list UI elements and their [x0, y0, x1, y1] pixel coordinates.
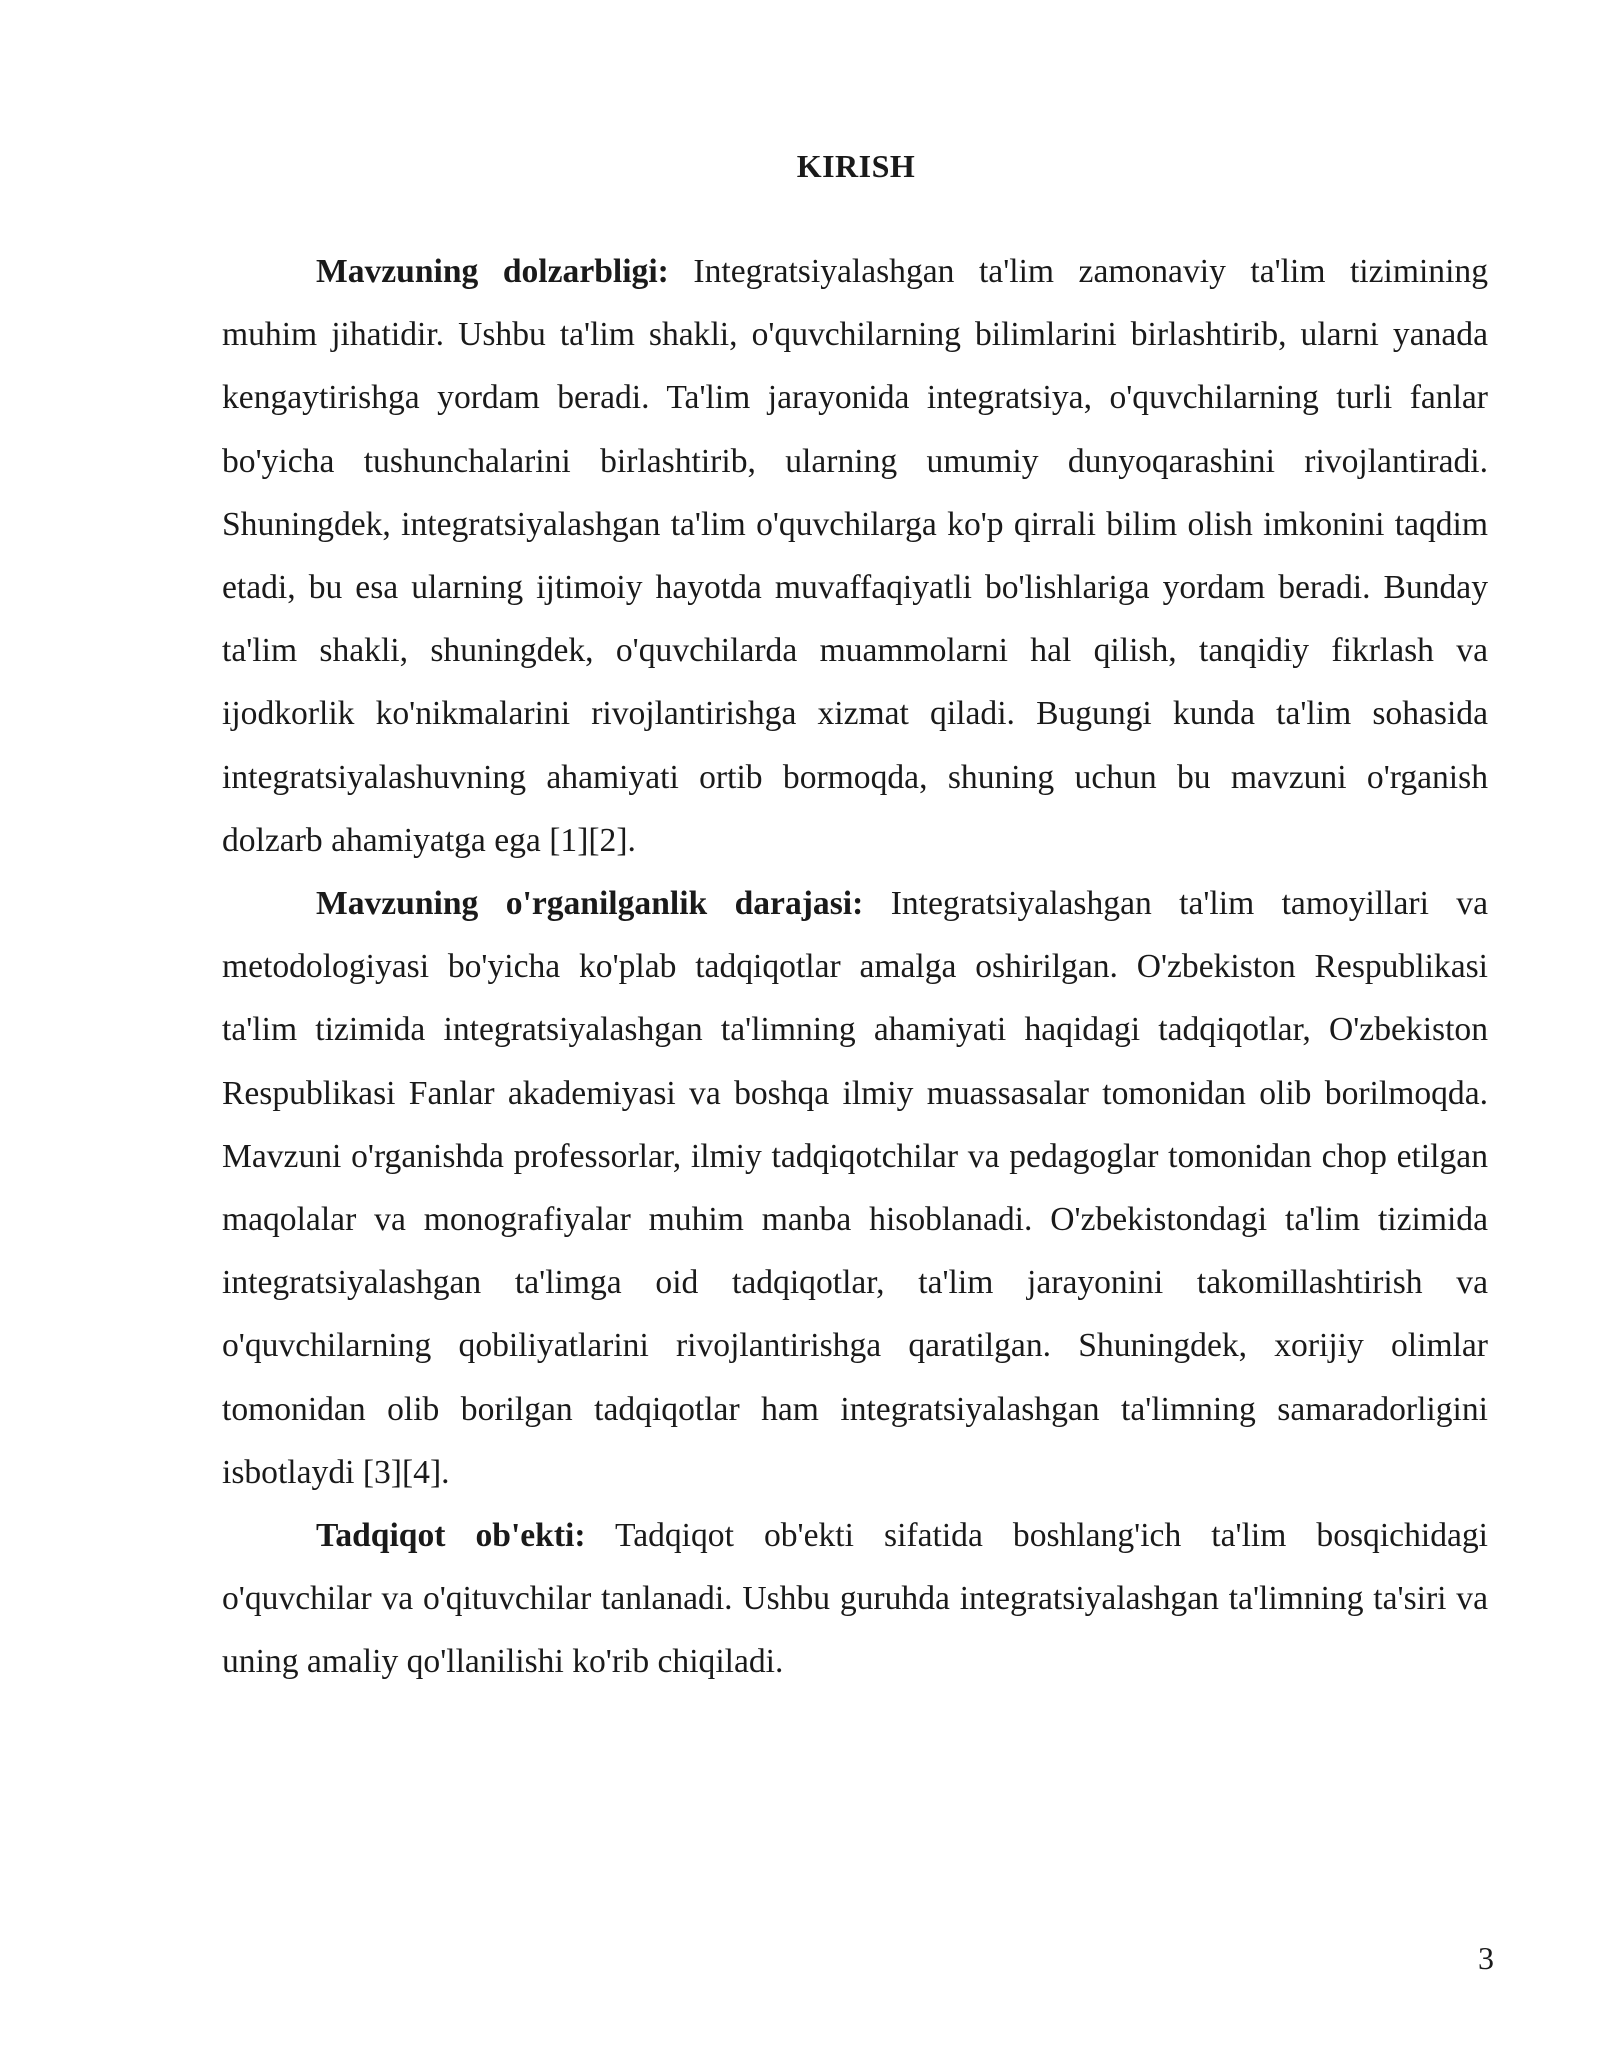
- paragraph-study-level: [222, 872, 1488, 1504]
- paragraph-lead: Tadqiqot ob'ekti:: [316, 1517, 586, 1555]
- paragraph-text: Integratsiyalashgan ta'lim tamoyillari va metodologiyasi bo'yicha ko'plab tadqiqotlar amalga oshirilgan. O'zbekiston Respublikasi ta'lim tizimida integratsiyalashgan ta'limning ahamiyati haqidagi tadqiqotlar, O'zbekiston Respublikasi Fanlar akademiyasi va boshqa ilmiy muassasalar tomonidan olib borilmoqda. Mavzuni o'rganishda professorlar, ilmiy tadqiqotchilar va pedagoglar tomonidan chop etilgan maqolalar va monografiyalar muhim manba hisoblanadi. O'zbekistondagi ta'lim tizimida integratsiyalashgan ta'limga oid tadqiqotlar, ta'lim jarayonini takomillashtirish va o'quvchilarning qobiliyatlarini rivojlantirishga qaratilgan. Shuningdek, xorijiy olimlar tomonidan olib borilgan tadqiqotlar ham integratsiyalashgan ta'limning samaradorligini isbotlaydi [3][4].: [222, 885, 1488, 1491]
- page-number: 3: [1478, 1940, 1494, 1976]
- paragraph-relevance: [222, 240, 1488, 872]
- paragraph-lead: Mavzuning dolzarbligi:: [316, 253, 669, 290]
- paragraph-text: Tadqiqot ob'ekti sifatida boshlang'ich ta'lim bosqichidagi o'quvchilar va o'qituvchilar tanlanadi. Ushbu guruhda integratsiyalashgan ta'limning ta'siri va uning amaliy qo'llanilishi ko'rib chiqiladi.: [222, 1517, 1489, 1681]
- section-heading: KIRISH: [796, 148, 916, 184]
- paragraph-lead: Mavzuning o'rganilganlik darajasi:: [316, 885, 864, 923]
- paragraph-research-object: [222, 1504, 1488, 1694]
- paragraph-text: Integratsiyalashgan ta'lim zamonaviy ta'lim tizimining muhim jihatidir. Ushbu ta'lim shakli, o'quvchilarning bilimlarini birlashtirib, ularni yanada kengaytirishga yordam beradi. Ta'lim jarayonida integratsiya, o'quvchilarning turli fanlar bo'yicha tushunchalarini birlashtirib, ularning umumiy dunyoqarashini rivojlantiradi. Shuningdek, integratsiyalashgan ta'lim o'quvchilarga ko'p qirrali bilim olish imkonini taqdim etadi, bu esa ularning ijtimoiy hayotda muvaffaqiyatli bo'lishlariga yordam beradi. Bunday ta'lim shakli, shuningdek, o'quvchilarda muammolarni hal qilish, tanqidiy fikrlash va ijodkorlik ko'nikmalarini rivojlantirishga xizmat qiladi. Bugungi kunda ta'lim sohasida integratsiyalashuvning ahamiyati ortib bormoqda, shuning uchun bu mavzuni o'rganish dolzarb ahamiyatga ega [1][2].: [222, 253, 1488, 859]
- document-body: [222, 240, 1488, 1694]
